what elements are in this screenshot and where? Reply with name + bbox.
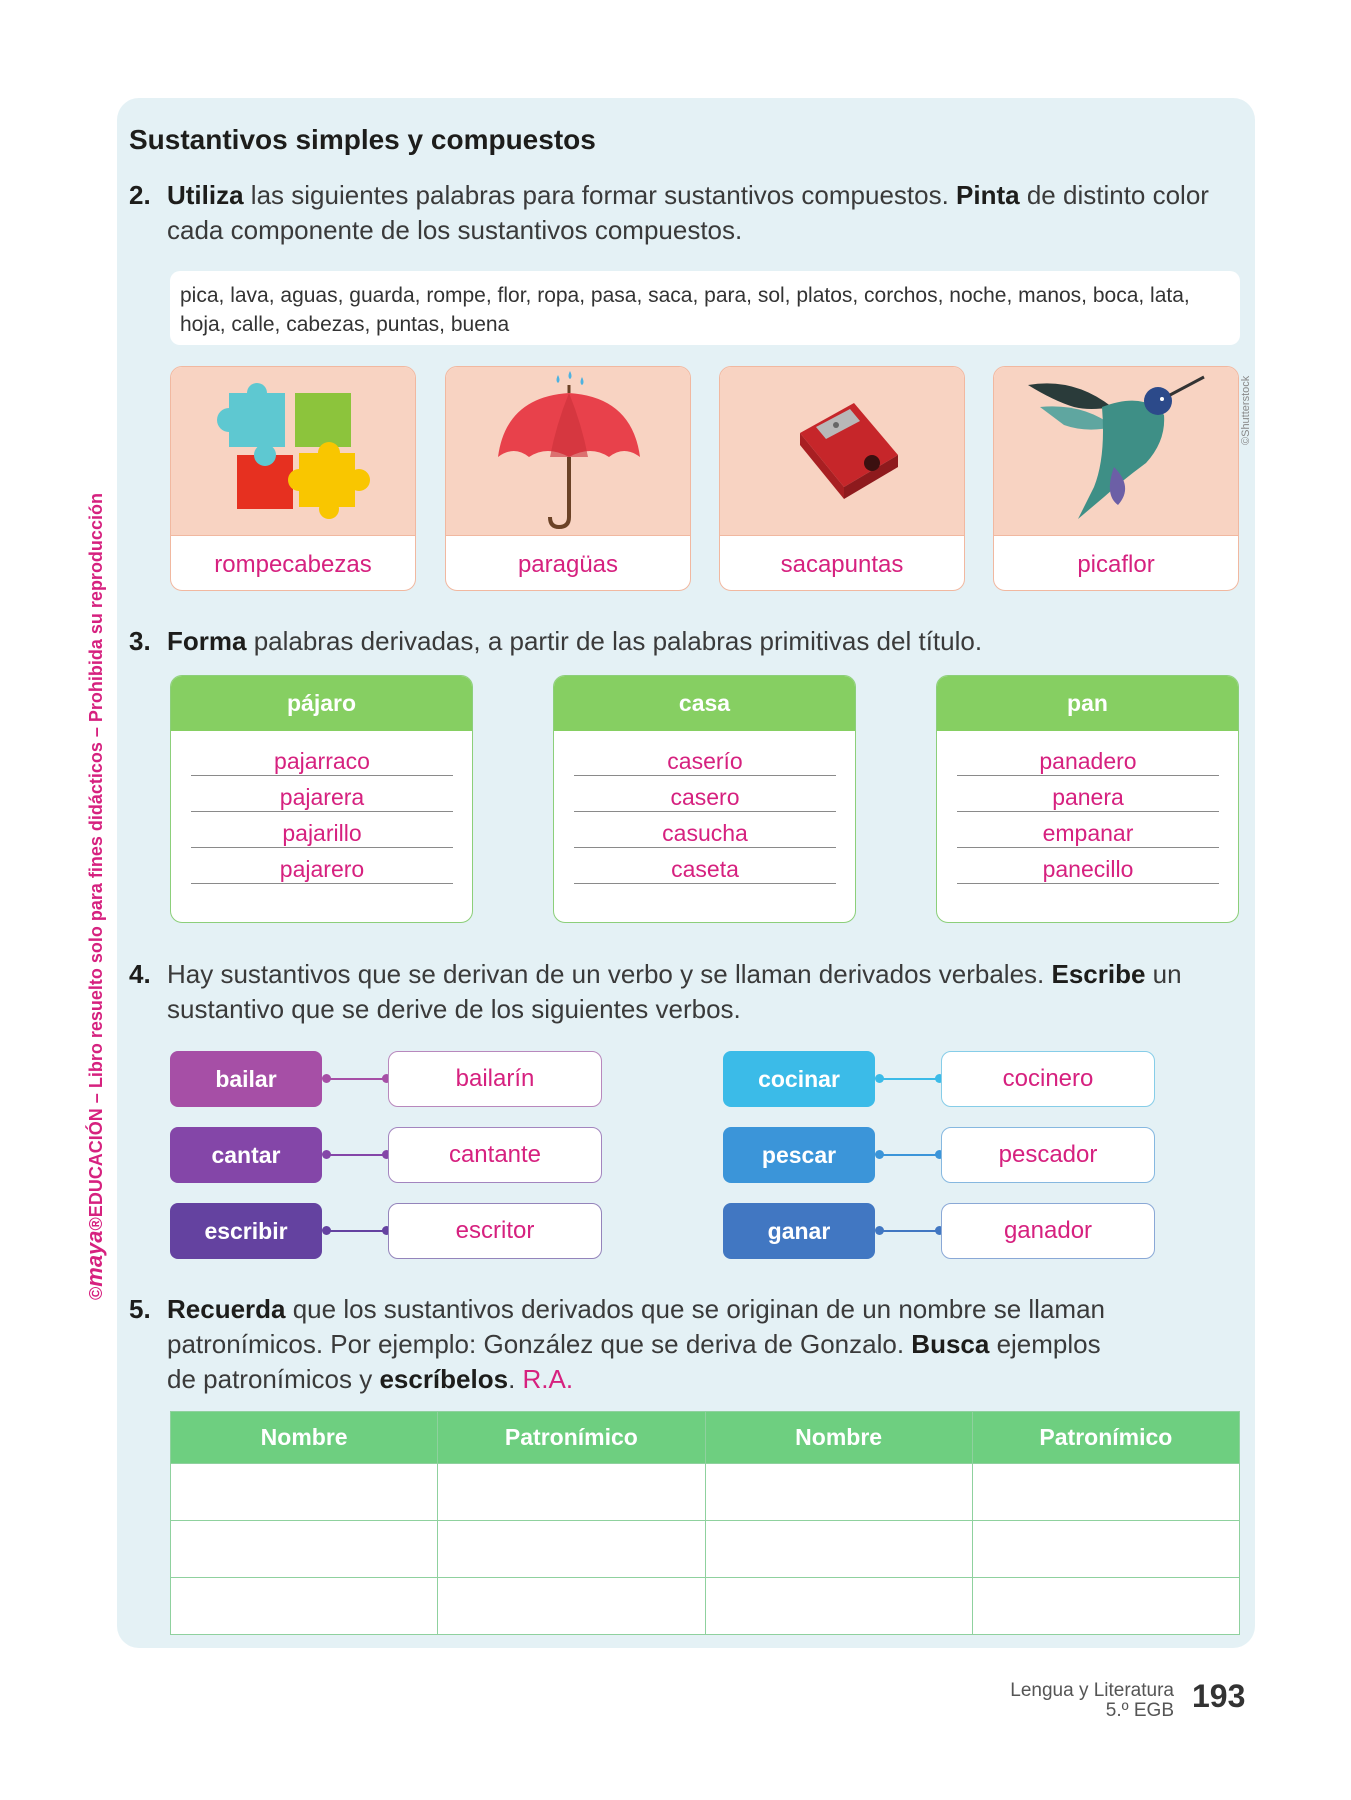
verb-box: escribir xyxy=(170,1203,322,1259)
table-cell[interactable] xyxy=(438,1464,705,1521)
derived-card-casa xyxy=(553,675,856,923)
table-cell[interactable] xyxy=(171,1578,438,1635)
table-cell[interactable] xyxy=(438,1521,705,1578)
primitive-word: casa xyxy=(554,676,855,731)
copyright-notice: ©maya®EDUCACIÓN – Libro resuelto solo para fines didácticos – Prohibida su reproducción xyxy=(82,493,107,1300)
derived-word: pajarera xyxy=(191,782,453,812)
compound-card-1 xyxy=(170,366,416,591)
primitive-word: pan xyxy=(937,676,1238,731)
column-header: Nombre xyxy=(171,1412,438,1464)
exercise-4-instruction: 4. Hay sustantivos que se derivan de un verbo y se llaman derivados verbales. Escribe un sustantivo que se derive de los siguientes verbos. xyxy=(129,959,1182,1024)
umbrella-icon xyxy=(446,367,691,535)
table-row xyxy=(171,1464,1240,1521)
answer-note: R.A. xyxy=(522,1364,574,1394)
table-cell[interactable] xyxy=(972,1578,1239,1635)
table-cell[interactable] xyxy=(438,1578,705,1635)
column-header: Patronímico xyxy=(438,1412,705,1464)
derived-word: panecillo xyxy=(957,854,1219,884)
table-cell[interactable] xyxy=(171,1464,438,1521)
sharpener-icon xyxy=(720,367,965,535)
derived-word: casero xyxy=(574,782,836,812)
puzzle-icon xyxy=(171,367,416,535)
hummingbird-icon xyxy=(994,367,1239,535)
derived-word: pajarillo xyxy=(191,818,453,848)
page-number: 193 xyxy=(1192,1678,1246,1714)
section-title: Sustantivos simples y compuestos xyxy=(129,124,596,155)
compound-card-4 xyxy=(993,366,1239,591)
compound-card-3 xyxy=(719,366,965,591)
noun-answer: pescador xyxy=(941,1127,1155,1183)
footer-subject: Lengua y Literatura 5.º EGB xyxy=(1010,1680,1174,1721)
noun-answer: escritor xyxy=(388,1203,602,1259)
patronymic-table xyxy=(170,1411,1240,1635)
table-cell[interactable] xyxy=(972,1464,1239,1521)
table-cell[interactable] xyxy=(171,1521,438,1578)
exercise-5-instruction: 5. Recuerda que los sustantivos derivados que se originan de un nombre se llaman patronímicos. Por ejemplo: González que se deriva de Gonzalo. Busca ejemplos de patronímicos y escríbelos. R.A. xyxy=(129,1294,1105,1394)
compound-word: picaflor xyxy=(994,535,1238,591)
derived-word: casucha xyxy=(574,818,836,848)
primitive-word: pájaro xyxy=(171,676,472,731)
verb-box: pescar xyxy=(723,1127,875,1183)
verb-box: ganar xyxy=(723,1203,875,1259)
derived-word: panera xyxy=(957,782,1219,812)
verb-box: cocinar xyxy=(723,1051,875,1107)
table-row xyxy=(171,1521,1240,1578)
verb-box: bailar xyxy=(170,1051,322,1107)
derived-word: caserío xyxy=(574,746,836,776)
brand-logo: maya xyxy=(82,1230,107,1287)
column-header: Patronímico xyxy=(972,1412,1239,1464)
image-credit: ©Shutterstock xyxy=(1240,375,1252,445)
noun-answer: cantante xyxy=(388,1127,602,1183)
compound-word: sacapuntas xyxy=(720,535,964,591)
word-bank: pica, lava, aguas, guarda, rompe, flor, ropa, pasa, saca, para, sol, platos, corchos, noche, manos, boca, lata, hoja, calle, cabezas, puntas, buena xyxy=(170,271,1240,345)
table-cell[interactable] xyxy=(705,1578,972,1635)
table-cell[interactable] xyxy=(705,1464,972,1521)
noun-answer: ganador xyxy=(941,1203,1155,1259)
table-row xyxy=(171,1578,1240,1635)
derived-card-pajaro xyxy=(170,675,473,923)
exercise-2-instruction: 2. Utiliza las siguientes palabras para formar sustantivos compuestos. Pinta de distinto color cada componente de los sustantivos compuestos. xyxy=(129,180,1209,245)
noun-answer: bailarín xyxy=(388,1051,602,1107)
compound-word: paragüas xyxy=(446,535,690,591)
derived-word: pajarero xyxy=(191,854,453,884)
table-cell[interactable] xyxy=(705,1521,972,1578)
derived-word: empanar xyxy=(957,818,1219,848)
verb-box: cantar xyxy=(170,1127,322,1183)
compound-word: rompecabezas xyxy=(171,535,415,591)
derived-word: panadero xyxy=(957,746,1219,776)
exercise-3-instruction: 3. Forma palabras derivadas, a partir de las palabras primitivas del título. xyxy=(129,626,983,656)
derived-word: pajarraco xyxy=(191,746,453,776)
derived-word: caseta xyxy=(574,854,836,884)
table-cell[interactable] xyxy=(972,1521,1239,1578)
compound-card-2 xyxy=(445,366,691,591)
column-header: Nombre xyxy=(705,1412,972,1464)
footer-grade: 5.º EGB xyxy=(1105,1700,1174,1721)
derived-card-pan xyxy=(936,675,1239,923)
noun-answer: cocinero xyxy=(941,1051,1155,1107)
